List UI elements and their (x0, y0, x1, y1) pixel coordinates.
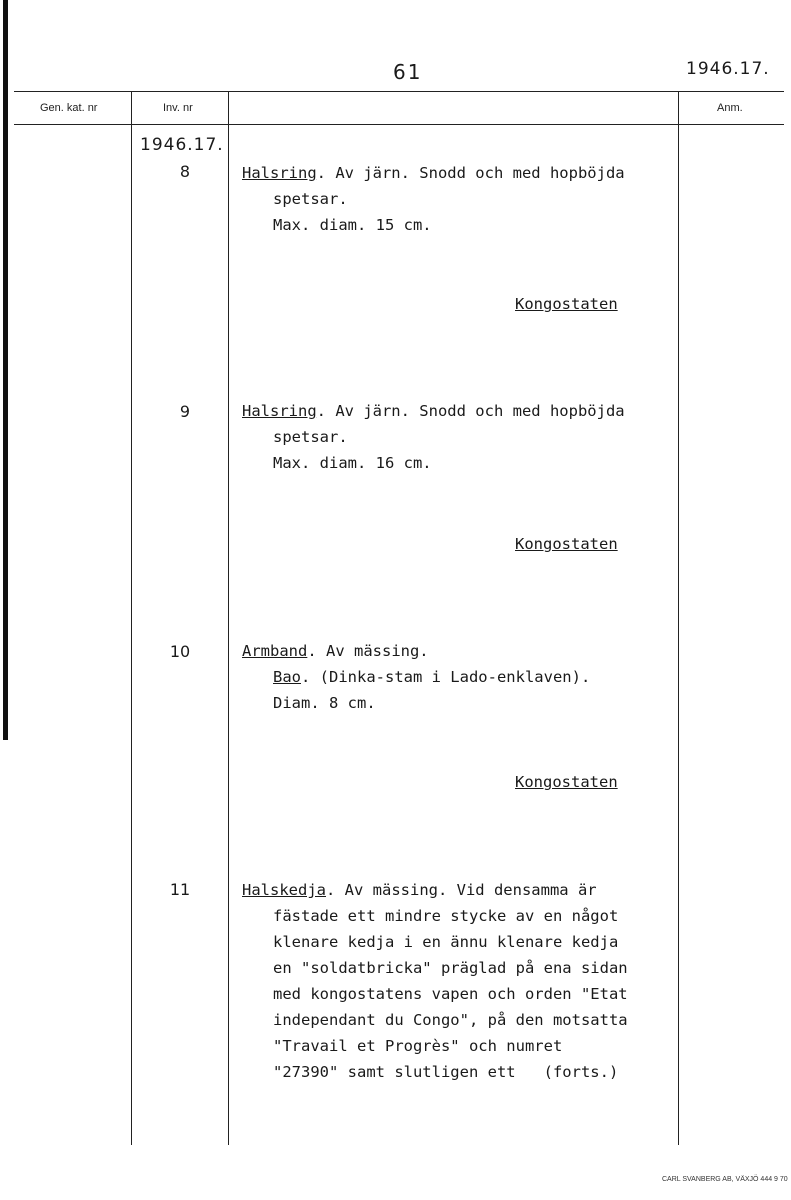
entry-line: "Travail et Progrès" och numret (273, 1037, 563, 1055)
margin-bar (3, 0, 8, 740)
header-bottom-rule (14, 124, 784, 125)
entry-line: en "soldatbricka" präglad på ena sidan (273, 959, 628, 977)
entry-line: Halsring. Av järn. Snodd och med hopböjda (242, 402, 625, 420)
entry-line: fästade ett mindre stycke av en något (273, 907, 619, 925)
column-divider-1 (131, 91, 132, 1145)
header-top-rule (14, 91, 784, 92)
origin-label: Kongostaten (515, 773, 618, 791)
catalog-entry (242, 398, 682, 476)
entry-line: Diam. 8 cm. (273, 694, 376, 712)
column-header-gen-kat-nr: Gen. kat. nr (40, 102, 98, 114)
column-header-anm: Anm. (717, 102, 743, 114)
accession-number: 1946.17. (686, 59, 770, 79)
catalog-entry (242, 638, 682, 716)
catalog-entry (242, 160, 682, 238)
origin-label: Kongostaten (515, 535, 618, 553)
page-number: 61 (393, 60, 423, 84)
entry-line: spetsar. (273, 190, 348, 208)
entry-line: independant du Congo", på den motsatta (273, 1011, 628, 1029)
entry-title: Armband (242, 642, 308, 660)
year-code: 1946.17. (140, 135, 224, 155)
entry-line: Max. diam. 15 cm. (273, 216, 432, 234)
entry-line: Max. diam. 16 cm. (273, 454, 432, 472)
entry-line: klenare kedja i en ännu klenare kedja (273, 933, 619, 951)
inv-number: 8 (179, 162, 191, 181)
entry-title: Halskedja (242, 881, 326, 899)
entry-line: "27390" samt slutligen ett (forts.) (273, 1063, 619, 1081)
column-divider-2 (228, 91, 229, 1145)
column-header-inv-nr: Inv. nr (163, 102, 193, 114)
entry-title: Halsring (242, 402, 317, 420)
inv-number: 11 (169, 880, 191, 899)
printer-mark: CARL SVANBERG AB, VÄXJÖ 444 9 70 (662, 1176, 788, 1183)
entry-line: Armband. Av mässing. (242, 642, 429, 660)
entry-line: Halsring. Av järn. Snodd och med hopböjda (242, 164, 625, 182)
inv-number: 9 (179, 402, 191, 421)
people-name: Bao (273, 668, 301, 686)
entry-title: Halsring (242, 164, 317, 182)
entry-line: Halskedja. Av mässing. Vid densamma är (242, 881, 597, 899)
entry-line: med kongostatens vapen och orden "Etat (273, 985, 628, 1003)
inv-number: 10 (169, 642, 191, 661)
entry-line: Bao. (Dinka-stam i Lado-enklaven). (273, 668, 591, 686)
entry-line: spetsar. (273, 428, 348, 446)
catalog-entry (242, 877, 682, 1085)
origin-label: Kongostaten (515, 295, 618, 313)
